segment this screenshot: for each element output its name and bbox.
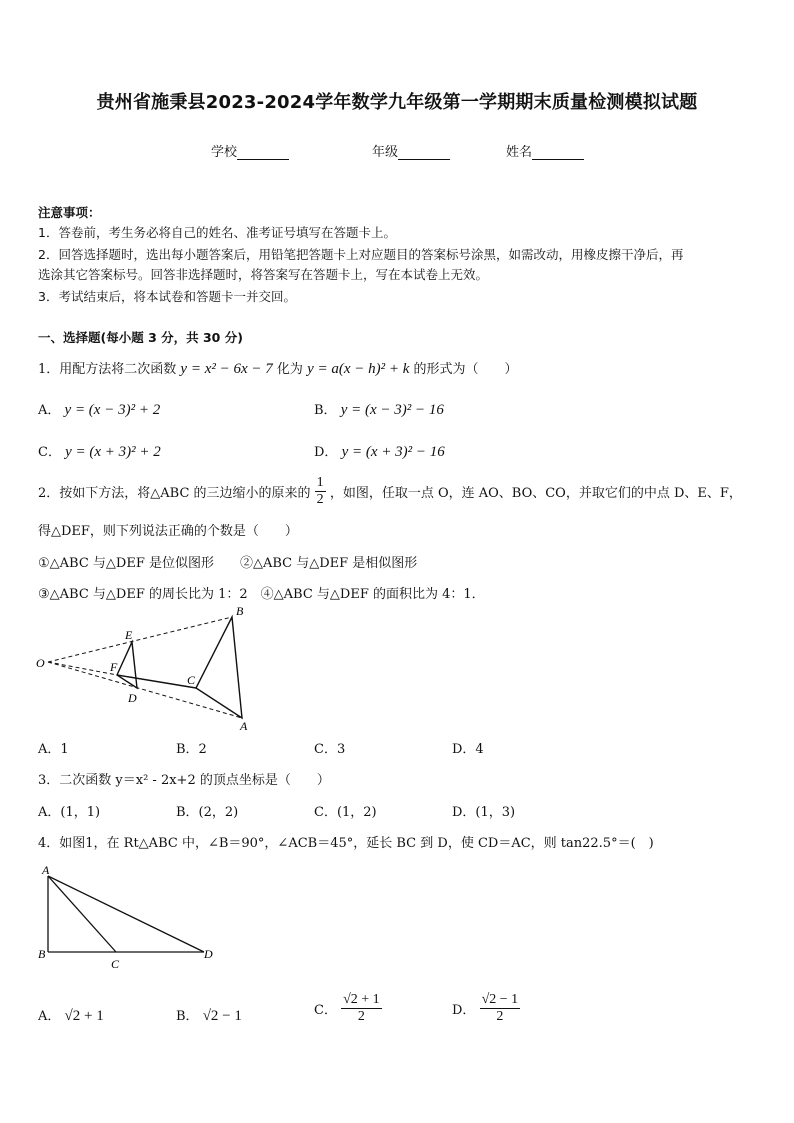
q2-fraction-numerator: 1 <box>316 475 324 490</box>
q2-homothety-figure <box>30 605 260 735</box>
q4-option-d-denominator: 2 <box>496 1009 504 1024</box>
question-1 <box>38 358 518 378</box>
q4-option-d-fraction <box>480 992 521 1025</box>
label-e: E <box>125 628 133 642</box>
q4-option-c-numerator: √2 + 1 <box>343 992 380 1007</box>
label-o: O <box>36 656 45 670</box>
label-d: D <box>128 691 137 705</box>
q3-option-b[interactable]: B．(2，2) <box>176 805 239 820</box>
q1-option-d-math: y = (x + 3)² − 16 <box>341 444 445 460</box>
q1-option-b[interactable] <box>314 399 444 419</box>
notice-item-2-cont: 选涂其它答案标号。回答非选择题时，将答案写在答题卡上，写在本试卷上无效。 <box>38 267 489 282</box>
ray-ob <box>48 617 232 662</box>
q4-option-d-label: D． <box>452 1003 476 1018</box>
grade-field <box>372 141 450 160</box>
q4-option-c-denominator: 2 <box>357 1009 365 1024</box>
q1-option-a-math: y = (x − 3)² + 2 <box>64 402 161 418</box>
q1-option-b-math: y = (x − 3)² − 16 <box>340 402 444 418</box>
segment-ac <box>48 876 116 952</box>
grade-label: 年级 <box>372 145 399 160</box>
q1-text-e: 的形式为（ ） <box>413 362 518 377</box>
school-label: 学校 <box>211 145 238 160</box>
name-blank <box>532 146 584 160</box>
q2-option-c[interactable]: C．3 <box>314 742 346 757</box>
q1-text-c: 化为 <box>276 362 303 377</box>
segment-fc <box>117 675 196 688</box>
q4-option-a-math: √2 + 1 <box>64 1008 104 1024</box>
q4-option-a-label: A． <box>38 1009 61 1024</box>
name-label: 姓名 <box>506 145 533 160</box>
label-d: D <box>204 947 213 961</box>
section-heading: 一、选择题(每小题 3 分，共 30 分) <box>38 330 243 345</box>
question-2-line-3: ①△ABC 与△DEF 是位似图形 ②△ABC 与△DEF 是相似图形 <box>38 556 418 571</box>
label-c: C <box>111 957 120 971</box>
q3-option-d[interactable]: D．(1，3) <box>452 805 516 820</box>
q1-option-c-label: C． <box>38 445 61 460</box>
label-b: B <box>38 947 46 961</box>
q1-option-c-math: y = (x + 3)² + 2 <box>65 444 161 460</box>
q4-option-d-numerator: √2 − 1 <box>481 992 519 1007</box>
segment-ad <box>48 876 204 952</box>
q1-option-a[interactable] <box>38 399 160 419</box>
triangle-def <box>117 642 137 688</box>
name-field <box>506 141 584 160</box>
q1-function: y = x² − 6x − 7 <box>180 361 273 377</box>
q4-triangle-figure <box>34 862 224 974</box>
label-a: A <box>240 719 248 733</box>
q1-option-d-label: D． <box>314 445 338 460</box>
q4-option-c-fraction <box>341 992 382 1025</box>
notice-item-2: 2．回答选择题时，选出每小题答案后，用铅笔把答题卡上对应题目的答案标号涂黑，如需改动，用橡皮擦干净后，再 <box>38 247 684 262</box>
q2-option-d[interactable]: D．4 <box>452 742 484 757</box>
question-3: 3．二次函数 y＝x² - 2x+2 的顶点坐标是（ ） <box>38 773 330 788</box>
q3-option-c[interactable]: C．(1，2) <box>314 805 377 820</box>
q1-option-d[interactable] <box>314 441 445 461</box>
q4-option-b-math: √2 − 1 <box>202 1008 242 1024</box>
question-2-line-2: 得△DEF，则下列说法正确的个数是（ ） <box>38 524 298 539</box>
label-a: A <box>42 863 50 877</box>
q3-option-a[interactable]: A．(1，1) <box>38 805 101 820</box>
q2-fraction <box>315 475 326 508</box>
question-4: 4．如图1，在 Rt△ABC 中，∠B＝90°，∠ACB＝45°，延长 BC 到 D，使 CD＝AC，则 tan22.5°＝( ) <box>38 836 654 851</box>
triangle-abc <box>196 617 242 718</box>
page-title: 贵州省施秉县2023-2024学年数学九年级第一学期期末质量检测模拟试题 <box>96 92 698 113</box>
ray-oa <box>48 662 242 718</box>
ray-oc <box>48 662 117 675</box>
notice-item-3: 3．考试结束后，将本试卷和答题卡一并交回。 <box>38 289 296 304</box>
q4-option-c-label: C． <box>314 1003 337 1018</box>
q2-option-b[interactable]: B．2 <box>176 742 207 757</box>
q4-option-b[interactable] <box>176 1005 242 1025</box>
q1-option-c[interactable] <box>38 441 161 461</box>
q1-option-b-label: B． <box>314 403 337 418</box>
label-c: C <box>187 673 196 687</box>
q1-option-a-label: A． <box>38 403 61 418</box>
q1-text-a: 1．用配方法将二次函数 <box>38 362 177 377</box>
q2-text-a: 2．按如下方法，将△ABC 的三边缩小的原来的 <box>38 486 311 501</box>
label-b: B <box>236 605 244 618</box>
q2-text-b: ，如图，任取一点 O，连 AO、BO、CO，并取它们的中点 D、E、F， <box>329 486 742 501</box>
q4-option-c[interactable] <box>314 992 382 1025</box>
school-blank <box>237 146 289 160</box>
question-2-line-4: ③△ABC 与△DEF 的周长比为 1：2 ④△ABC 与△DEF 的面积比为 4：1． <box>38 587 485 602</box>
question-2-line-1 <box>38 475 742 508</box>
q2-option-a[interactable]: A．1 <box>38 742 69 757</box>
label-f: F <box>110 660 118 674</box>
school-field <box>211 141 289 160</box>
q4-option-a[interactable] <box>38 1005 104 1025</box>
grade-blank <box>398 146 450 160</box>
q4-option-b-label: B． <box>176 1009 199 1024</box>
q2-fraction-denominator: 2 <box>316 492 324 507</box>
notice-item-1: 1．答卷前，考生务必将自己的姓名、准考证号填写在答题卡上。 <box>38 225 396 240</box>
q4-option-d[interactable] <box>452 992 520 1025</box>
notice-heading: 注意事项： <box>38 205 101 220</box>
q1-vertex-form: y = a(x − h)² + k <box>307 361 410 377</box>
